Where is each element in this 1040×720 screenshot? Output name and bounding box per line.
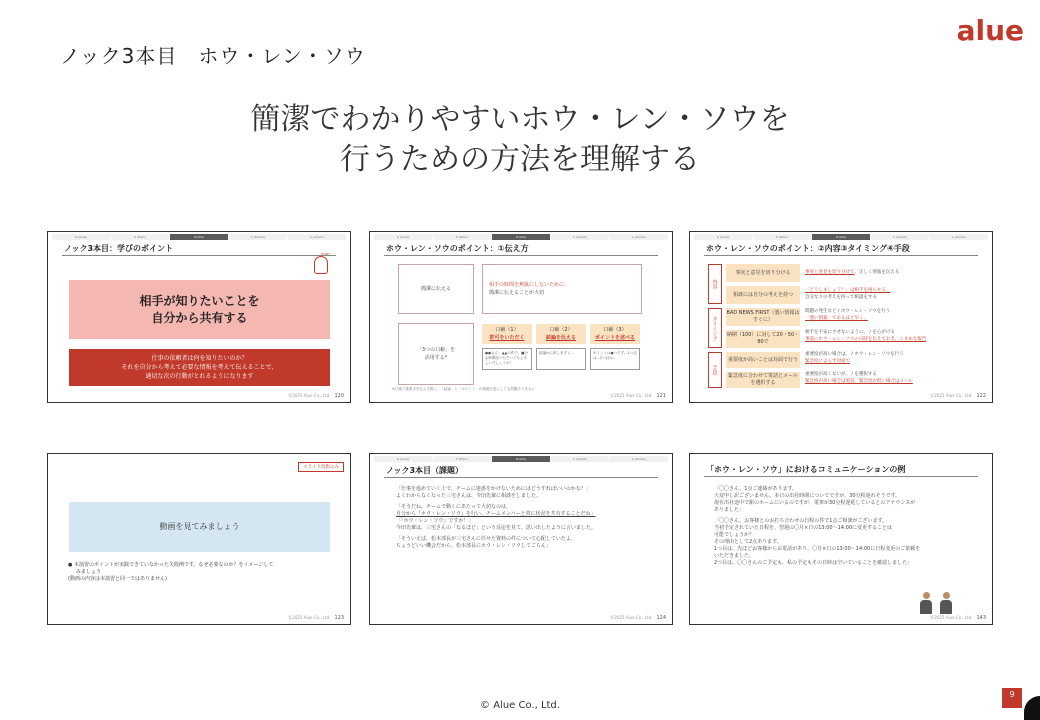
point-desc [805, 308, 985, 322]
example-line: 1つ目は、先ほどお客様からお電話があり、〇月×日の13:00～14:00に日程変更のご依頼を [714, 546, 921, 552]
point-label: POINT [320, 252, 330, 256]
step-plan: P (Plan) [753, 234, 811, 240]
footer-copyright: ©2025 Alue Co., Ltd. [610, 393, 653, 398]
step-bar [374, 456, 668, 462]
point-desc [805, 329, 985, 343]
slide-footer [930, 393, 986, 399]
title-underline [704, 476, 978, 477]
headline-line-2: 行うための方法を理解する [340, 142, 700, 177]
story-line: 今田先輩は、三宅さんの「なるほど」という反応を見て、思い出したように言いました。 [396, 525, 596, 531]
story-line: 「仕事を進めていく上で、チームに迷惑をかけないためにはどうすればいいのかな？」 [396, 486, 591, 492]
footer-copyright: ©2025 Alue Co., Ltd. [610, 615, 653, 620]
point-emphasis: 緊急度によらず対面で [805, 359, 850, 364]
story-text [396, 486, 656, 554]
example-line: 可能でしょうか？ [714, 532, 755, 538]
story-line: ちょうどいい機会だから、松本部長にホウ・レン・ソウしてごらん」 [396, 543, 551, 549]
habit-example: ポイントは●つです…1つ目は…2つ目は… [590, 348, 640, 370]
habit-value: 許可をいただく [489, 335, 525, 341]
title-underline [704, 255, 978, 256]
example-line: 大変申し訳ございません。本日の出社時間についてですが、30分程遅れそうです。 [714, 493, 901, 499]
point-text: 相手を不安にさせないように、 / を心がける [805, 330, 895, 335]
step-bar [374, 234, 668, 240]
slide-number: 120 [334, 393, 344, 399]
story-line: 「そうだね。チームで動くにあたって大切なのは、 [396, 504, 512, 510]
example-paragraph [714, 486, 976, 514]
habit-chevron [536, 324, 586, 344]
step-plan: P (Plan) [433, 456, 491, 462]
example-paragraph [714, 518, 976, 567]
slide-number: 124 [656, 615, 666, 621]
step-check: C (Check) [551, 234, 609, 240]
footer-copyright: ©2025 Alue Co., Ltd. [930, 393, 973, 398]
point-emphasis: 事前にホウ・レン・ソウの日時を伝えておき、こまめな報告 [805, 337, 927, 342]
story-line: 「そういえば、松本部長が三宅さんに任せた資料の件について心配していたよ。 [396, 536, 576, 542]
point-emphasis: 「どうしましょう？」は相手を困らせる。 [805, 288, 891, 293]
person-icon [920, 592, 932, 614]
point-text: 、正しく情報を伝える [854, 270, 900, 275]
habits-label-box [398, 323, 474, 385]
video-prompt-box: 動画を見てみましょう [69, 502, 330, 552]
slide-thumbnail-124[interactable] [369, 453, 673, 625]
projection-only-tag: スライド投影のみ [298, 462, 344, 472]
step-goal: G (Goal) [694, 234, 752, 240]
point-key: 納期（100）に対して20・50・80で [726, 330, 800, 348]
slide-number: 143 [976, 615, 986, 621]
story-paragraph [396, 504, 656, 532]
person-icon [940, 592, 952, 614]
page-title: ノック3本目 ホウ・レン・ソウ [60, 44, 366, 68]
step-do: D (Do) [812, 234, 870, 240]
brand-logo: alue [956, 14, 1024, 47]
habit-label: 口癖（2） [549, 327, 573, 333]
title-underline [384, 255, 658, 256]
step-action: A (Action) [288, 234, 346, 240]
key-message-line-1: 相手が知りたいことを [139, 293, 260, 308]
people-illustration [920, 592, 952, 614]
key-message-line-2: 自分から共有する [151, 310, 248, 325]
bullet-line: ● 本演習のポイントが実践できていなかった失敗例です。なぜ必要なのか？をイメージして [68, 562, 274, 568]
habit-example: ●●さん、▲▲の件で、■分お時間をいただいてもよろしいでしょうか？ [482, 348, 532, 370]
point-emphasis: 「悪い情報」であるほど早く、 [805, 316, 868, 321]
step-check: C (Check) [229, 234, 287, 240]
step-check: C (Check) [871, 234, 929, 240]
headline-line-1: 簡潔でわかりやすいホウ・レン・ソウを [250, 102, 790, 137]
step-goal: G (Goal) [374, 456, 432, 462]
point-emphasis: 事実と意見を切り分けて [805, 270, 855, 275]
slide-footer [288, 615, 344, 621]
point-key: BAD NEWS FIRST（悪い情報はすぐに） [726, 308, 800, 326]
step-goal: G (Goal) [52, 234, 110, 240]
example-text [714, 486, 976, 571]
bullet-line: みましょう [76, 569, 102, 575]
title-underline [384, 477, 658, 478]
habit-label: 口癖（3） [603, 327, 627, 333]
example-line: 当初予定されていた日程を、翌週の〇月×日の13:00～14:00に変更することは [714, 525, 893, 531]
step-do: D (Do) [492, 234, 550, 240]
title-underline [62, 255, 336, 256]
habit-chevron [590, 324, 640, 344]
step-plan: P (Plan) [111, 234, 169, 240]
slide-number: 122 [976, 393, 986, 399]
slide-number: 123 [334, 615, 344, 621]
step-action: A (Action) [610, 234, 668, 240]
slide-title: ノック3本目（課題） [386, 466, 464, 475]
example-line: 現在出社途中で駅のホームにいるのですが、電車が30分程遅延しているとのアナウンスが [714, 500, 916, 506]
group-label: タイミング [708, 308, 722, 348]
slide-footer [288, 393, 344, 399]
point-emphasis: 緊急度が高い場合は電話、緊急度が低い場合はメール [805, 379, 913, 384]
point-key: 緊急度に合わせて電話とメールを選択する [726, 372, 800, 388]
slide-number: 121 [656, 393, 666, 399]
example-line: 「〇〇さん、お客様とのお打ち合わせの日程の件で1点ご相談がございます。 [714, 518, 888, 524]
explanation-line: 適切な次の行動がとれるようになります [145, 373, 254, 380]
habit-chevron [482, 324, 532, 344]
slide-title: ホウ・レン・ソウのポイント：①伝え方 [386, 244, 529, 253]
footnote: ※口頭で重要点を伝える際に、「結論」と「ポイント」の順番を逆にしても問題ありません [392, 387, 535, 391]
example-line: 「〇〇さん、1点ご連絡があります。 [714, 486, 798, 492]
step-action: A (Action) [610, 456, 668, 462]
story-line: 自分から『ホウ・レン・ソウ』を行い、チームメンバーと常に状況を共有することだね」 [396, 511, 596, 517]
desc-line: 相手の時間を無駄にしないために、 [489, 282, 570, 288]
habit-example: 結論から申しますと… [536, 348, 586, 370]
explanation-box [69, 349, 330, 386]
slide-title: ノック3本目：学びのポイント [64, 244, 174, 253]
group-label: 手段 [708, 352, 722, 388]
footer-copyright: ©2025 Alue Co., Ltd. [930, 615, 973, 620]
slide-thumbnail-123[interactable] [47, 453, 351, 625]
concise-desc-box [482, 264, 642, 314]
bullet-text [68, 562, 338, 583]
example-line: ありました」 [714, 507, 745, 513]
slide-title: 「ホウ・レン・ソウ」におけるコミュニケーションの例 [706, 465, 906, 474]
story-line: 「『ホウ・レン・ソウ』ですか！」 [396, 518, 474, 524]
story-line: よくわからなくなった三宅さんは、今田先輩に相談をしました。 [396, 493, 542, 499]
point-desc [805, 269, 985, 276]
explanation-line: それを自分から考えて必要な情報を考えて伝えることで、 [121, 364, 278, 371]
concise-label-box: 簡潔に伝える [398, 264, 474, 314]
example-line: いただきました。 [714, 553, 755, 559]
slide-footer [610, 615, 666, 621]
page-copyright: © Alue Co., Ltd. [480, 700, 560, 711]
explanation-line: 仕事の依頼者は何を知りたいのか？ [151, 355, 248, 362]
step-bar [52, 234, 346, 240]
story-paragraph [396, 486, 656, 500]
step-bar [694, 234, 988, 240]
point-text: 重要度が高くないが、 / を選択する [805, 372, 877, 377]
story-paragraph [396, 536, 656, 550]
step-goal: G (Goal) [374, 234, 432, 240]
footer-copyright: ©2025 Alue Co., Ltd. [288, 615, 331, 620]
habits-line: 「3つの口癖」を [416, 347, 456, 353]
slide-footer [610, 393, 666, 399]
step-check: C (Check) [551, 456, 609, 462]
slide-title: ホウ・レン・ソウのポイント：②内容③タイミング④手段 [706, 244, 910, 253]
bullet-note: (動画の内容は本演習と同一ではありません) [68, 576, 167, 582]
habit-value: 結論を伝える [545, 335, 576, 341]
page-number-badge: 9 [1002, 688, 1022, 708]
group-label: 内容 [708, 264, 722, 304]
habits-line: 活用する* [424, 355, 448, 361]
slide-thumbnail-122[interactable] [689, 231, 993, 403]
point-text: 重要度が高い場合は、 / ホウ・レン・ソウを行う [805, 352, 904, 357]
desc-line: 簡潔に伝えることが大切 [489, 290, 545, 296]
slide-thumbnail-121[interactable] [369, 231, 673, 403]
headline [0, 100, 1040, 180]
example-line: その理由として2点あります。 [714, 539, 782, 545]
point-text: 自分なりの考えを持って相談をする [805, 295, 877, 300]
slide-thumbnail-120[interactable] [47, 231, 351, 403]
point-key: 事実と意見を切り分ける [726, 264, 800, 282]
point-desc [805, 351, 985, 365]
bullet-line-text: 本演習のポイントが実践できていなかった失敗例です。なぜ必要なのか？をイメージして [73, 562, 274, 568]
slide-footer [930, 615, 986, 621]
point-desc [805, 287, 985, 301]
example-line: 2つ目は、〇〇さんのご予定も、私の予定もその日時は空いていることを確認しました」 [714, 560, 913, 566]
step-do: D (Do) [492, 456, 550, 462]
step-action: A (Action) [930, 234, 988, 240]
step-do: D (Do) [170, 234, 228, 240]
point-key: 重要度が高いことは対面で行う [726, 352, 800, 368]
step-plan: P (Plan) [433, 234, 491, 240]
point-desc [805, 371, 985, 385]
lightbulb-icon [314, 256, 328, 274]
habit-value: ポイントを述べる [594, 335, 635, 341]
slide-thumbnail-143[interactable] [689, 453, 993, 625]
point-text: 問題の発生など / ホウ・レン・ソウを行う [805, 309, 891, 314]
footer-copyright: ©2025 Alue Co., Ltd. [288, 393, 331, 398]
point-key: 相談には自分の考えを持つ [726, 286, 800, 304]
key-message-box [69, 280, 330, 339]
habit-label: 口癖（1） [495, 327, 519, 333]
